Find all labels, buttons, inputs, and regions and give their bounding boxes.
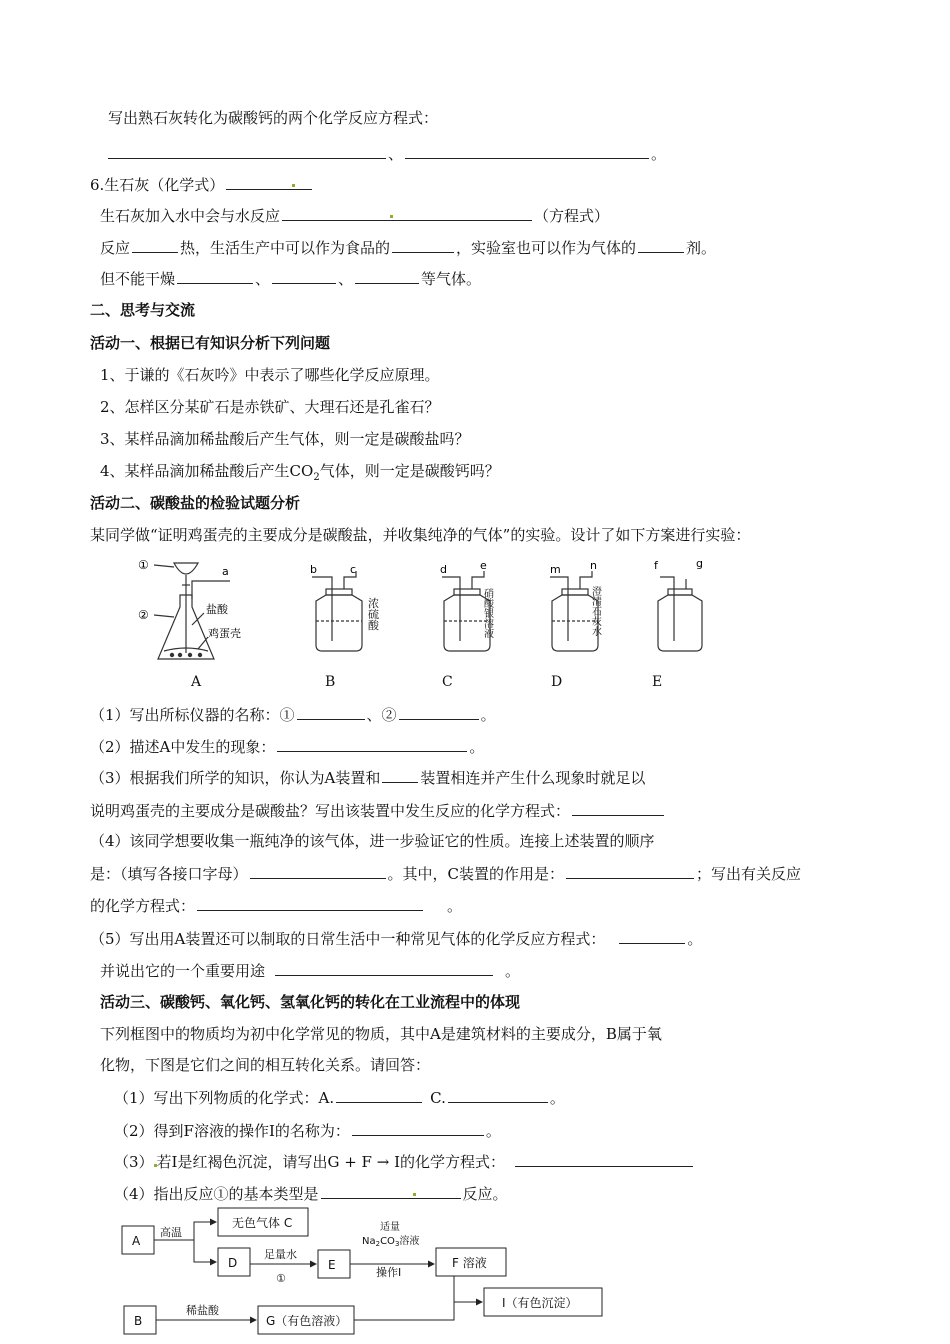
blank-port-order[interactable] [250,863,386,879]
section-heading-2: 二、思考与交流 [90,301,196,319]
part-3 [90,767,645,788]
part-4-text-e: 的化学方程式： [90,897,196,915]
port-m: m [550,563,561,576]
leader-hcl [192,613,204,625]
apparatus-e [658,577,702,651]
blank-heat[interactable] [132,237,178,253]
stopper-d [562,589,588,595]
line-cannot-dry [100,268,481,289]
flow-label-high-temp: 高温 [160,1226,182,1239]
flow-label-i: I（有色沉淀） [502,1296,578,1310]
mark-dot [390,215,393,218]
part-4-equation [90,895,462,916]
answer-2-text: （2）得到F溶液的操作Ⅰ的名称为： [114,1122,350,1140]
leader-1 [154,565,174,567]
separator: 、 [255,270,271,288]
leader-2 [154,615,174,617]
tube-c-out [472,571,484,589]
blank-food-use[interactable] [392,237,454,253]
part-3-text-b: 装置相连并产生什么现象时就足以 [420,769,646,787]
port-n: n [590,559,597,572]
blank-quicklime-equation[interactable] [282,205,532,221]
answer-4-end: 反应。 [462,1185,508,1203]
text-agent-end: 剂。 [686,239,717,257]
flow-label-e: E [328,1258,336,1272]
funnel-body [174,563,198,574]
apparatus-d [550,571,598,651]
equation-hint: （方程式） [534,207,610,225]
part-4-text-c: 。其中，C装置的作用是： [387,865,564,883]
flow-label-acid: 稀盐酸 [186,1304,219,1317]
line-quicklime-formula [90,174,314,195]
part-4-end: 。 [447,897,463,915]
part-4-text-d: ；写出有关反应 [696,865,802,883]
flow-diagram [118,1204,618,1340]
part-5-end: 。 [687,930,703,948]
question-1: 1、于谦的《石灰吟》中表示了哪些化学反应原理。 [100,366,440,384]
part-4-text-b: 是：（填写各接口字母） [90,865,248,883]
part-5-use [100,960,520,981]
answer-2 [114,1120,501,1141]
label-d-liquid: 澄 清 石 灰 水 [592,587,602,638]
line-equations-blanks [106,143,666,164]
part-3-cont [90,800,666,821]
activity-3-heading: 活动三、碳酸钙、氧化钙、氢氧化钙的转化在工业流程中的体现 [100,993,521,1011]
label-circle-2: ② [138,608,149,622]
activity-2-intro: 某同学做“证明鸡蛋壳的主要成分是碳酸盐，并收集纯净的气体”的实验。设计了如下方案进行实验： [90,526,751,544]
blank-formula-a[interactable] [336,1087,422,1103]
tube-e-in [660,577,674,641]
part-3-text: （3）根据我们所学的知识，你认为A装置和 [90,769,381,787]
activity-1-heading: 活动一、根据已有知识分析下列问题 [90,334,331,352]
label-c-liquid: 硝 酸 银 溶 液 [484,589,494,640]
apparatus-label-c: C [442,674,453,690]
port-d: d [440,563,447,576]
flow-label-g: G（有色溶液） [266,1314,348,1328]
blank-phenomenon[interactable] [277,736,467,752]
flow-label-c: 无色气体 C [232,1216,293,1230]
blank-c-function[interactable] [566,863,694,879]
blank-instrument-1[interactable] [297,704,365,720]
flow-label-operation: 操作Ⅰ [376,1266,402,1279]
answer-1-text-c: C. [430,1089,446,1107]
answer-1 [114,1087,565,1108]
blank-reaction-type[interactable] [321,1183,461,1199]
tube-b-in [312,577,332,641]
text-food: 热，生活生产中可以作为食品的 [180,239,391,257]
blank-equation-2[interactable] [405,143,649,159]
part-1 [90,704,496,725]
part-2-end: 。 [469,738,485,756]
separator: 、 [388,145,404,163]
blank-gas-1[interactable] [177,268,253,284]
flow-label-f: F 溶液 [452,1256,487,1270]
port-g: g [696,557,703,570]
bottle-e [658,595,702,651]
blank-gf-equation[interactable] [515,1151,693,1167]
port-c: c [350,563,357,576]
delivery-tube [192,581,230,599]
tube-d-out [580,571,592,589]
blank-quicklime-formula[interactable] [226,174,312,190]
flow-label-reagent-top: 适量 [380,1222,400,1233]
blank-agent[interactable] [638,237,684,253]
text-reaction: 反应 [100,239,131,257]
question-4 [100,461,500,488]
blank-gas-3[interactable] [355,268,419,284]
answer-4 [114,1183,508,1204]
blank-formula-c[interactable] [448,1087,548,1103]
part-1-sep: 、② [366,706,397,724]
answer-3-num: （3） [114,1153,154,1171]
part-3-text-c: 说明鸡蛋壳的主要成分是碳酸盐？写出该装置中发生反应的化学方程式： [90,802,571,820]
question-4-text: 4、某样品滴加稀盐酸后产生CO [100,462,314,480]
part-5-use-text: 并说出它的一个重要用途 [100,962,266,980]
part-4: （4）该同学想要收集一瓶纯净的该气体，进一步验证它的性质。连接上述装置的顺序 [90,832,655,850]
tube-d-in [550,577,568,641]
mark-dot [413,1193,416,1196]
part-2 [90,736,484,757]
separator: 、 [338,270,354,288]
eggshell-pieces [170,653,202,657]
quicklime-water-label: 生石灰加入水中会与水反应 [100,207,281,225]
tube-c-in [442,577,460,641]
blank-instrument-2[interactable] [399,704,479,720]
question-3: 3、某样品滴加稀盐酸后产生气体，则一定是碳酸盐吗？ [100,430,470,448]
apparatus-label-d: D [551,674,563,690]
flow-label-circle-1: ① [276,1272,286,1285]
part-5-use-end: 。 [505,962,521,980]
port-e: e [480,559,487,572]
text-gas-end: 等气体。 [421,270,482,288]
question-4-text-end: 气体，则一定是碳酸钙吗？ [319,462,500,480]
line-quicklime-water [100,205,609,226]
leader-eggshell [198,637,208,649]
quicklime-label: 6.生石灰（化学式） [90,176,225,194]
part-1-text: （1）写出所标仪器的名称：① [90,706,295,724]
port-f: f [654,559,658,572]
text-cannot-dry: 但不能干燥 [100,270,176,288]
activity-2-heading: 活动二、碳酸盐的检验试题分析 [90,494,301,512]
activity-3-intro-b: 化物，下图是它们之间的相互转化关系。请回答： [100,1056,431,1074]
blank-gas-use[interactable] [275,960,493,976]
line-reaction-heat [100,237,716,258]
label-hcl: 盐酸 [206,603,228,616]
apparatus-label-b: B [325,674,336,690]
line-slaked-lime: 写出熟石灰转化为碳酸钙的两个化学反应方程式： [108,109,439,127]
apparatus-label-e: E [652,674,663,690]
blank-part-4-equation[interactable] [197,895,423,911]
apparatus-label-a: A [191,674,202,690]
subscript: 2 [313,472,320,483]
blank-gas-equation[interactable] [619,928,685,944]
line-g-join [354,1276,454,1320]
part-2-text: （2）描述A中发生的现象： [90,738,276,756]
part-5-text: （5）写出用A装置还可以制取的日常生活中一种常见气体的化学反应方程式： [90,930,606,948]
activity-3-intro-a: 下列框图中的物质均为初中化学常见的物质，其中A是建筑材料的主要成分，B属于氧 [100,1025,662,1043]
mark-dot [292,184,295,187]
answer-1-end: 。 [549,1089,565,1107]
stopper-e [668,589,692,595]
blank-gas-2[interactable] [272,268,336,284]
apparatus-diagram [130,555,720,663]
flow-label-a: A [132,1234,141,1248]
bottle-b [316,595,362,651]
flow-label-d: D [228,1256,238,1270]
flow-label-reagent: $Na_2CO_3$溶液 [362,1236,420,1248]
label-eggshell: 鸡蛋壳 [208,627,241,640]
label-b-liquid: 浓 硫 酸 [368,597,379,632]
answer-2-end: 。 [485,1122,501,1140]
blank-device[interactable] [382,767,418,783]
blank-part-3-equation[interactable] [572,800,664,816]
apparatus-b [312,571,362,651]
port-a: a [222,565,229,578]
stopper-b [326,589,352,595]
label-circle-1: ① [138,558,149,572]
flow-label-b: B [134,1314,143,1328]
part-1-end: 。 [480,706,496,724]
question-2: 2、怎样区分某矿石是赤铁矿、大理石还是孔雀石？ [100,398,440,416]
answer-3-text: 若I是红褐色沉淀，请写出G + F → I的化学方程式： [156,1153,505,1171]
arrow-a-d [194,1240,216,1262]
answer-3 [114,1151,695,1172]
port-b: b [310,563,317,576]
part-4-cont [90,863,801,884]
blank-equation-1[interactable] [108,143,386,159]
answer-1-text: （1）写出下列物质的化学式：A. [114,1089,335,1107]
blank-operation[interactable] [352,1120,484,1136]
answer-4-text: （4）指出反应①的基本类型是 [114,1185,319,1203]
end-mark: 。 [651,145,667,163]
stopper-c [454,589,480,595]
flow-label-water: 足量水 [264,1248,297,1261]
part-5 [90,928,702,949]
apparatus-c [442,571,490,651]
text-lab: ，实验室也可以作为气体的 [456,239,637,257]
